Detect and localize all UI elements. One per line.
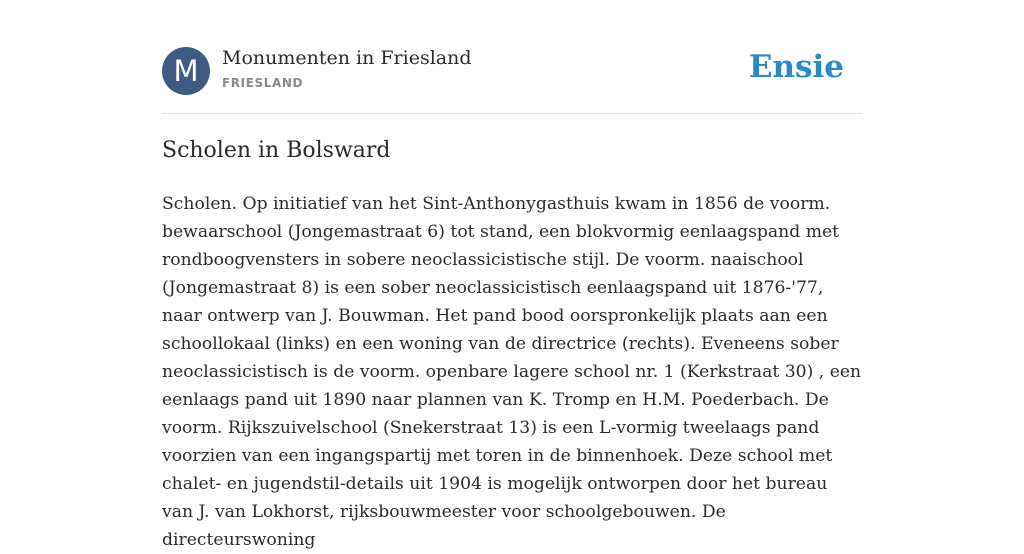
brand-logo[interactable]: Ensie: [748, 49, 844, 85]
source-name[interactable]: Monumenten in Friesland: [222, 47, 472, 69]
article-body: Scholen. Op initiatief van het Sint-Anthonygasthuis kwam in 1856 de voorm. bewaarschool (Jongemastraat 6) tot stand, een blokvormig eenlaagspand met rondboogvensters in sobere neoclassicistische stijl. De voorm. naaischool (Jongemastraat 8) is een sober neoclassicistisch eenlaagspand uit 1876-'77, naar ontwerp van J. Bouwman. Het pand bood oorspronkelijk plaats aan een schoollokaal (links) en een woning van de directrice (rechts). Eveneens sober neoclassicistisch is de voorm. openbare lagere school nr. 1 (Kerkstraat 30) , een eenlaags pand uit 1890 naar plannen van K. Tromp en H.M. Poederbach. De voorm. Rijkszuivelschool (Snekerstraat 13) is een L-vormig tweelaags pand voorzien van een ingangspartij met toren in de binnenhoek. Deze school met chalet- en jugendstil-details uit 1904 is mogelijk ontworpen door het bureau van J. van Lokhorst, rijksbouwmeester voor schoolgebouwen. De directeurswoning: [162, 194, 862, 550]
source-region: FRIESLAND: [222, 76, 304, 90]
header-divider: [162, 113, 862, 114]
source-header: [162, 47, 862, 95]
article-title: Scholen in Bolsward: [162, 138, 391, 163]
avatar[interactable]: M: [162, 47, 210, 95]
